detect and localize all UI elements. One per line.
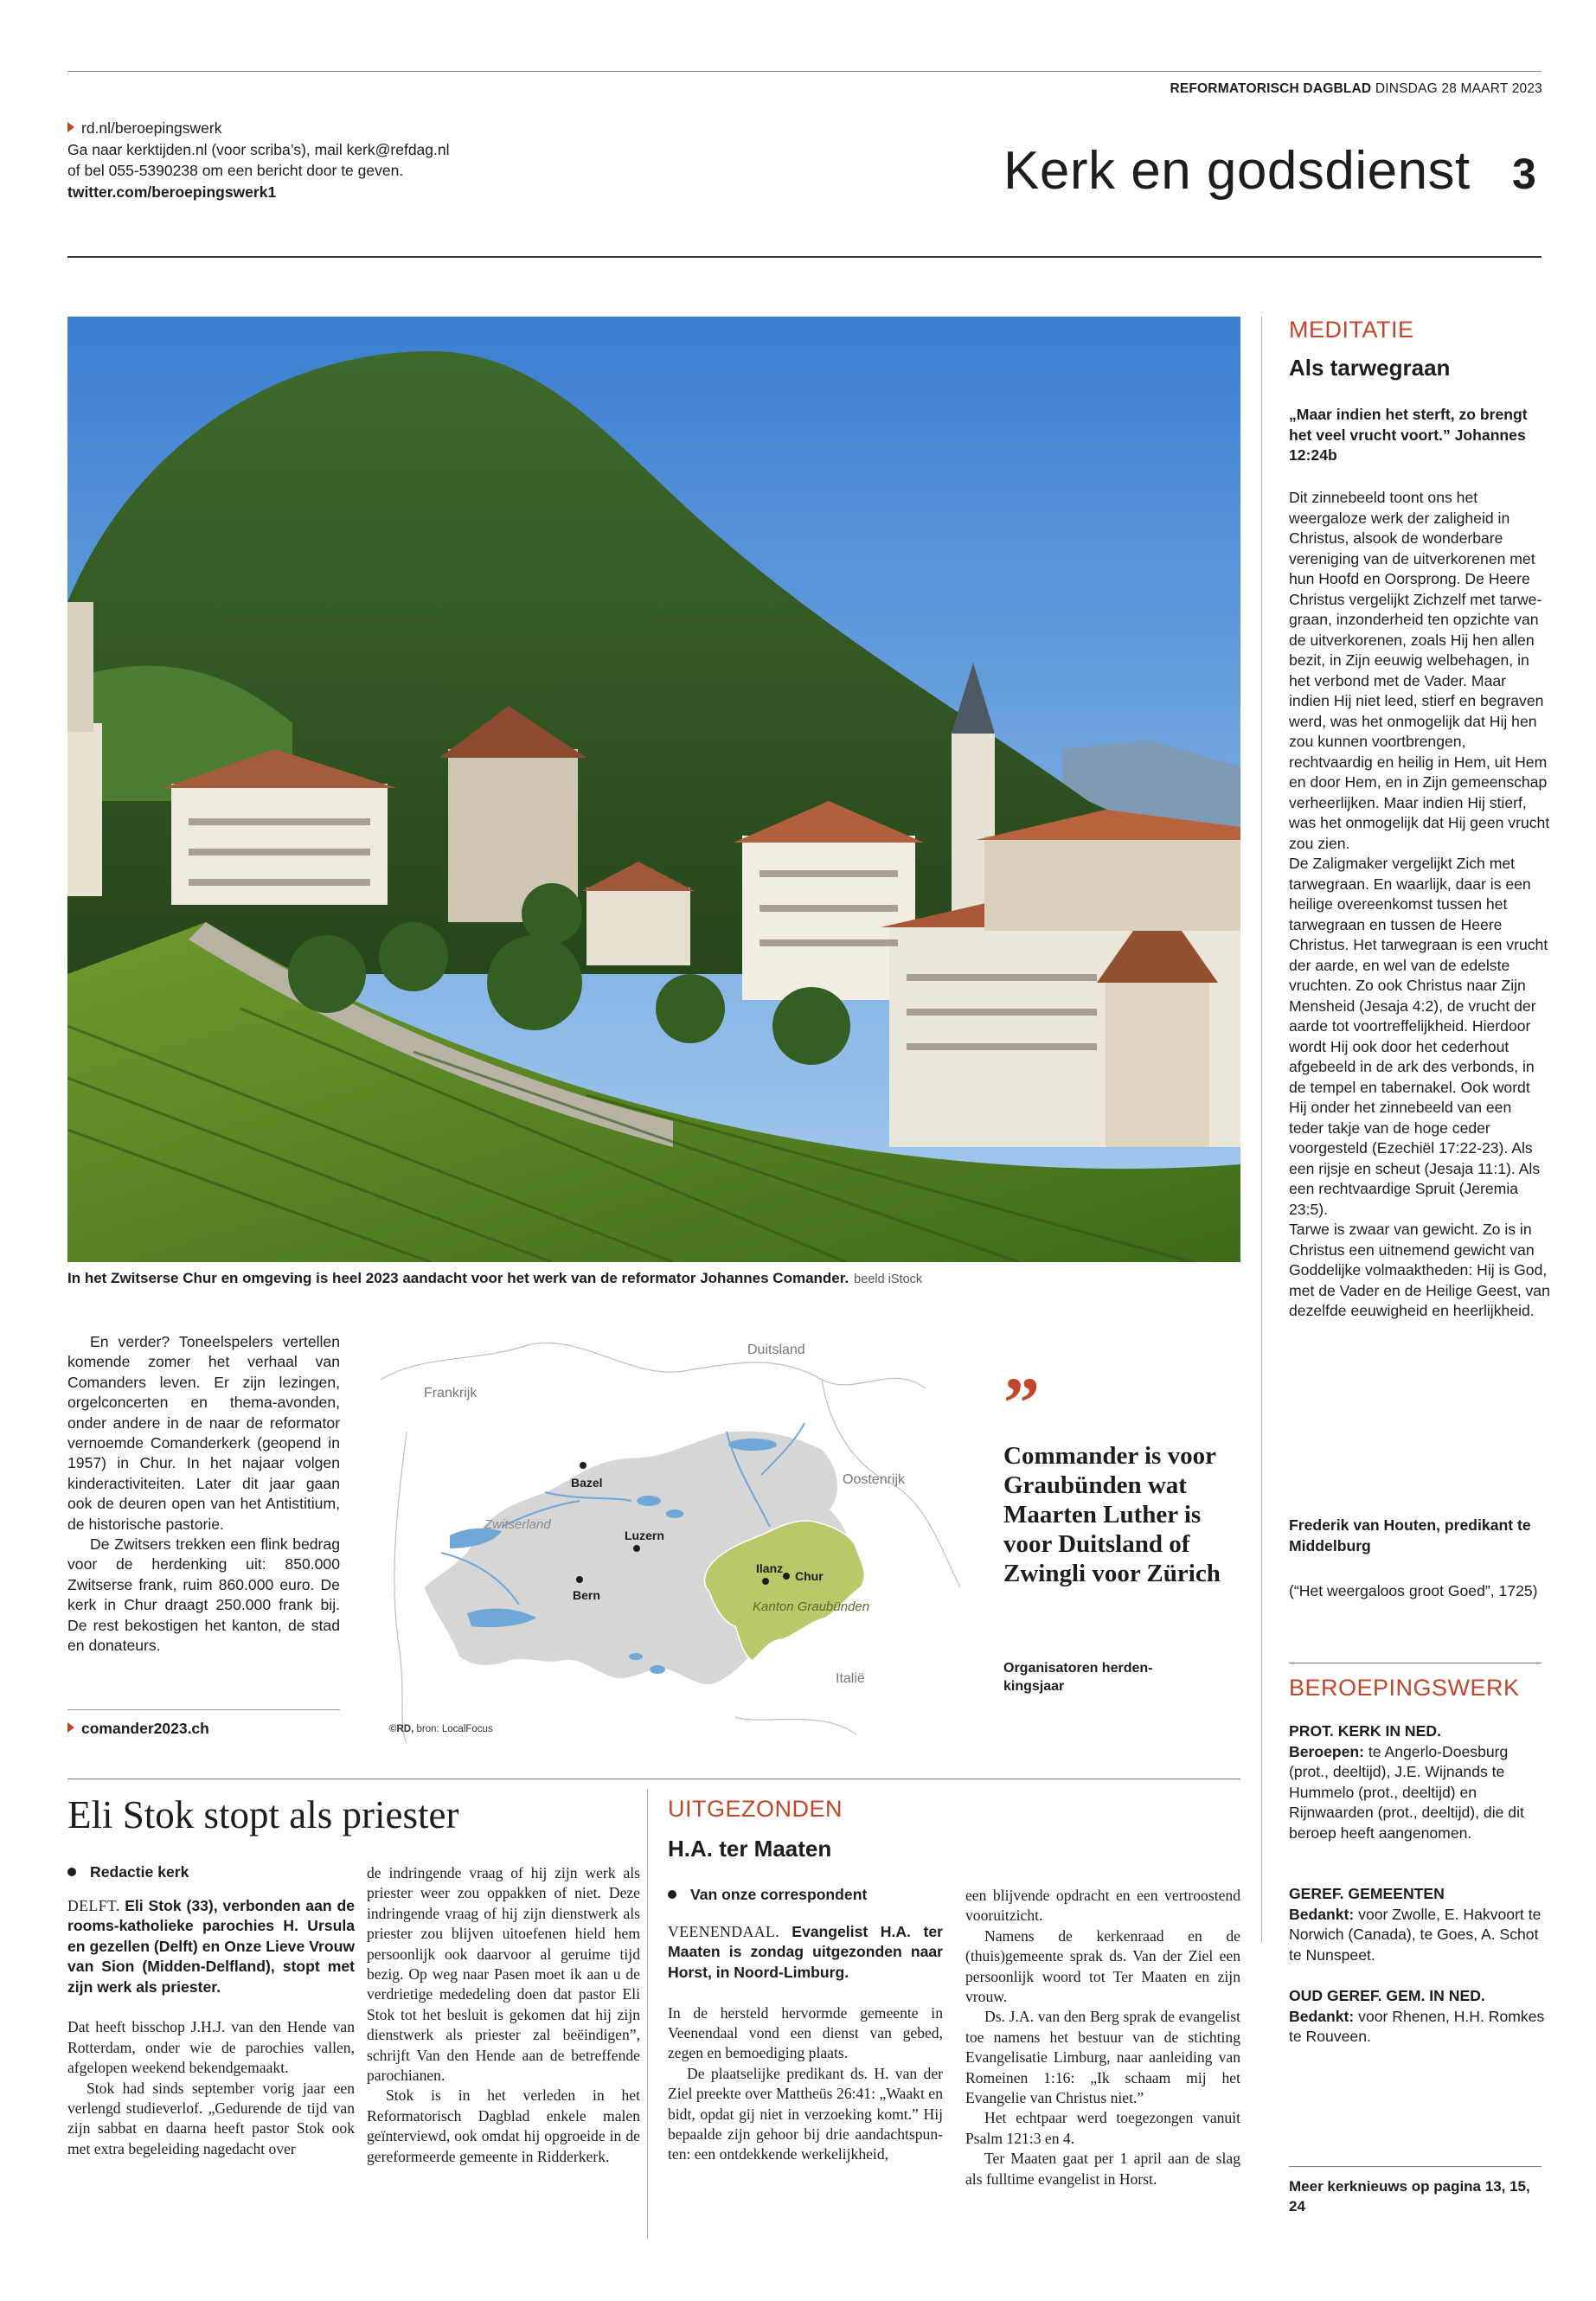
twitter-link[interactable]: twitter.com/beroepingswerk1 [67, 183, 277, 201]
meditation-source: (“Het weergaloos groot Goed”, 1725) [1289, 1582, 1538, 1599]
quote-icon: ” [1003, 1363, 1040, 1444]
page-header [1170, 81, 1542, 97]
byline-text: Van onze correspondent [690, 1886, 868, 1903]
byline-text: Redactie kerk [90, 1863, 189, 1881]
intro-paragraph: De Zwitsers trekken een flink bedrag voor de herdenking uit: 850.000 Zwitserse frank, ruim 860.000 euro. De kerk in Chur draagt 250.000 frank bij. De rest bekostigen het kanton, de stad en donateurs. [67, 1535, 340, 1655]
meditation-verse: „Maar indien het sterft, zo brengt het veel vrucht voort.” Johannes 12:24b [1289, 406, 1528, 464]
top-rule [67, 71, 1542, 72]
bullet-icon [67, 1868, 76, 1876]
header-rule [67, 256, 1542, 258]
quote-source: Organisatoren herdenkingsjaar [1003, 1661, 1153, 1694]
comander-link-text[interactable]: comander2023.ch [81, 1720, 209, 1737]
more-news: Meer kerknieuws op pagina 13, 15, 24 [1289, 2178, 1530, 2214]
article2-paragraph: In de hersteld hervormde gemeente in Veenendaal vond een dienst van gebed, zegen en bemoediging plaats. [668, 2003, 943, 2062]
ber-pkn [1289, 1721, 1548, 1843]
issue-date: DINSDAG 28 MAART 2023 [1375, 81, 1542, 96]
beroepingswerk-link[interactable]: rd.nl/beroepingswerk [81, 119, 222, 137]
article1-title: Eli Stok stopt als priester [67, 1793, 459, 1836]
contact-info [67, 118, 450, 202]
ber-heading: GEREF. GEMEENTEN [1289, 1885, 1445, 1902]
map-label-ilanz: Ilanz [756, 1561, 784, 1575]
article2-col1 [668, 1922, 943, 2165]
switzerland-map [372, 1328, 969, 1745]
article2-paragraph: een blijvende opdracht en een vertroostend vooruitzicht. [965, 1887, 1240, 1925]
ber-text: voor Zwolle, E. Hakvoort te Norwich (Canada), te Goes, A. Schot te Nunspeet. [1289, 1905, 1542, 1964]
chur-photo [67, 317, 1240, 1262]
map-credit-source: bron: LocalFocus [416, 1724, 493, 1734]
ber-heading: OUD GEREF. GEM. IN NED. [1289, 1987, 1485, 2004]
bullet-icon [668, 1890, 676, 1899]
ber-text: te Angerlo-Doesburg (prot., deeltijd), J.E. Wijnands te Hummelo (prot., deeltijd) en Rijnwaarden (prot., deeltijd), die dit beroep heeft aangenomen. [1289, 1742, 1524, 1842]
article2-paragraph: Namens de kerkenraad en de (thuis)gemeente sprak ds. Van der Ziel een persoonlijk woord tot Ter Maaten en zijn vrouw. [965, 1926, 1240, 2006]
arrow-icon [67, 1722, 74, 1733]
article2-paragraph: De plaatselijke predikant ds. H. van der Ziel preekte over Mattheüs 26:41: „Waakt en bidt, opdat gij niet in verzoeking komt.” Hij bepaalde zijn gehoor bij drie aandachtspunten: een ontdekkende werkelijkheid, [668, 2064, 943, 2163]
meditation-body [1289, 488, 1550, 1322]
map-label-luzern: Luzern [625, 1529, 664, 1542]
arrow-icon [67, 122, 74, 132]
link-rule [67, 1709, 340, 1710]
ber-heading: PROT. KERK IN NED. [1289, 1722, 1441, 1740]
intro-paragraph: En verder? Toneelspelers vertellen komende zomer het verhaal van Comanders leven. Er zijn lezingen, orgelconcerten en thema-avonden, onder andere in de naar de reformator vernoemde Comanderkerk (geopend in 1957) in Chur. In het najaar volgen kinderactiviteiten. Later dit jaar gaan ook de deuren open van het Antistitium, de historische pastorie. [67, 1333, 340, 1533]
sidebar-rule [1289, 2166, 1542, 2167]
article2-paragraph: Het echtpaar werd toegezongen vanuit Psalm 121:3 en 4. [965, 2109, 1240, 2147]
map-credit [389, 1724, 493, 1734]
map-label-italy: Italië [836, 1671, 865, 1686]
ber-text: voor Rhenen, H.H. Romkes te Rouveen. [1289, 2007, 1545, 2045]
article2-lead: Evangelist H.A. ter Maaten is zondag uitgezonden naar Horst, in Noord-Limburg. [668, 1923, 943, 1981]
map-label-switzerland: Zwitserland [484, 1517, 551, 1532]
meditation-paragraph: De Zaligmaker vergelijkt Zich met tarwegraan. En waarlijk, daar is een heilige overeenkomst tussen het tarwegraan en tussen de Heere Christus. Het tarwegraan is een vrucht der aarde, en wel van de edelste vruchten. Zo ook Christus naar Zijn Mensheid (Jesaja 4:2), de vrucht der aarde tot voortreffelijkheid. Hierdoor wordt Hij ook door het cederhout afgebeeld in de ark des verbonds, in de tempel en tabernakel. Ook wordt Hij onder het zinnebeeld van een teder takje van de hoge ceder voorgesteld (Ezechiël 17:22-23). Als een rijsje en scheut (Jesaja 11:1). Als een rechtvaardige Spruit (Jeremia 23:5). [1289, 855, 1548, 1218]
map-label-austria: Oostenrijk [843, 1472, 906, 1487]
ber-ogg [1289, 1986, 1548, 2048]
meditation-title: Als tarwegraan [1289, 355, 1451, 381]
pull-quote: Commander is voor Graubünden wat Maarten Luther is voor Duitsland of Zwingli voor Zürich [1003, 1442, 1221, 1587]
sidebar-divider [1261, 317, 1262, 1943]
contact-line: of bel 055-5390238 om een bericht door te geven. [67, 162, 404, 179]
map-label-chur: Chur [795, 1569, 824, 1583]
intro-column [67, 1332, 340, 1657]
article2-col2 [965, 1886, 1240, 2189]
article1-byline [67, 1863, 189, 1881]
article2-title: H.A. ter Maaten [668, 1836, 832, 1862]
article1-paragraph: de indringende vraag of hij zijn werk als priester weer zou oppakken of niet. Deze indringende vraag of hij zijn dienstwerk als priester zou blijven uitoefenen hield hem persoonlijk ook daarvoor al geruime tijd bezig. Op weg naar Pasen moet ik aan u de verdrietige mededeling doen dat pastor Eli Stok tot het besluit is gekomen dat hij zijn dienstwerk als priester zal beëindigen”, schrijft Van den Hende aan de betreffende parochianen. [367, 1864, 640, 2085]
dateline: DELFT. [67, 1897, 120, 1914]
article1-lead: Eli Stok (33), verbonden aan de rooms-katholieke parochies H. Ursula en gezellen (Delft) en Onze Lieve Vrouw van Sion (Midden-Delfland), stopt met zijn werk als priester. [67, 1897, 355, 1996]
article2-paragraph: Ter Maaten gaat per 1 april aan de slag als fulltime evangelist in Horst. [965, 2150, 1240, 2188]
map-label-france: Frankrijk [424, 1386, 478, 1400]
comander-link[interactable] [67, 1720, 209, 1738]
article1-paragraph: Stok is in het verleden in het Reformatorisch Dagblad enkele malen geïnterviewd, ook omdat hij opgroeide in de gereformeerde gemeente in Ridderkerk. [367, 2086, 640, 2165]
map-credit-brand: ©RD, [389, 1724, 414, 1734]
page-number: 3 [1512, 150, 1536, 198]
article1-paragraph: Dat heeft bisschop J.H.J. van den Hende van Rotterdam, onder wie de parochies vallen, afgelopen weekend bekendgemaakt. [67, 2018, 355, 2077]
meditation-paragraph: Dit zinnebeeld toont ons het weergaloze werk der zaligheid in Christus, alsook de wonderbare vereniging van de uitverkorenen met hun Hoofd en Oorsprong. De Heere Christus vergelijkt Zichzelf met tarwegraan, inzonderheid ten opzichte van de uitverkorenen, zoals Hij hen allen bezit, in Zijn eeuwig welbehagen, in het verbond met de Vader. Maar indien Hij niet leed, stierf en begraven werd, was het onmogelijk dat Hij hen zou kunnen voortbrengen, rechtvaardig en heilig in Hem, uit Hem en door Hem, en in Zijn gemeenschap verheerlijken. Maar indien Hij stierf, was het onmogelijk dat Hij geen vrucht zou zien. [1289, 489, 1550, 852]
ber-kind: Beroepen: [1289, 1742, 1365, 1760]
meditation-paragraph: Tarwe is zwaar van gewicht. Zo is in Christus een uitnemend gewicht van Goddelijke volmaaktheden: Hij is God, met de Vader en de Heilige Geest, van dezelfde eeuwigheid en heerlijkheid. [1289, 1221, 1550, 1319]
article1-col2 [367, 1863, 640, 2167]
newspaper-name: REFORMATORISCH DAGBLAD [1170, 81, 1372, 96]
map-label-canton: Kanton Graubünden [753, 1599, 870, 1614]
ber-gg [1289, 1884, 1548, 1965]
contact-line: Ga naar kerktijden.nl (voor scriba’s), mail kerk@refdag.nl [67, 140, 450, 158]
map-label-basel: Bazel [571, 1476, 603, 1490]
meditation-label: MEDITATIE [1289, 317, 1414, 343]
article2-paragraph: Ds. J.A. van den Berg sprak de evangelist toe namens het bestuur van de stichting Evangelisatie Limburg, naar aanleiding van Romeinen 1:16: „Ik schaam mij het Evangelie van Christus niet.” [965, 2008, 1240, 2107]
map-label-bern: Bern [573, 1588, 600, 1602]
article1-paragraph: Stok had sinds september vorig jaar een verlengd studieverlof. „Gedurende de tijd van zijn sabbat en daarna heeft pastor Stok ook met extra begeleiding nagedacht over [67, 2079, 355, 2157]
article2-byline [668, 1886, 867, 1904]
section-title: Kerk en godsdienst [1003, 141, 1471, 201]
photo-credit: beeld iStock [854, 1272, 923, 1286]
map-label-germany: Duitsland [747, 1343, 805, 1357]
dateline: VEENENDAAL. [668, 1923, 780, 1940]
ber-kind: Bedankt: [1289, 1905, 1355, 1923]
photo-caption [67, 1270, 922, 1287]
ber-kind: Bedankt: [1289, 2007, 1355, 2025]
meditation-author: Frederik van Houten, predikant te Middelburg [1289, 1516, 1531, 1554]
article1-col1 [67, 1896, 355, 2159]
beroepingswerk-label: BEROEPINGSWERK [1289, 1675, 1520, 1701]
article2-label: UITGEZONDEN [668, 1796, 843, 1822]
article-divider [647, 1789, 648, 2239]
caption-text: In het Zwitserse Chur en omgeving is heel 2023 aandacht voor het werk van de reformator Johannes Comander. [67, 1270, 849, 1286]
